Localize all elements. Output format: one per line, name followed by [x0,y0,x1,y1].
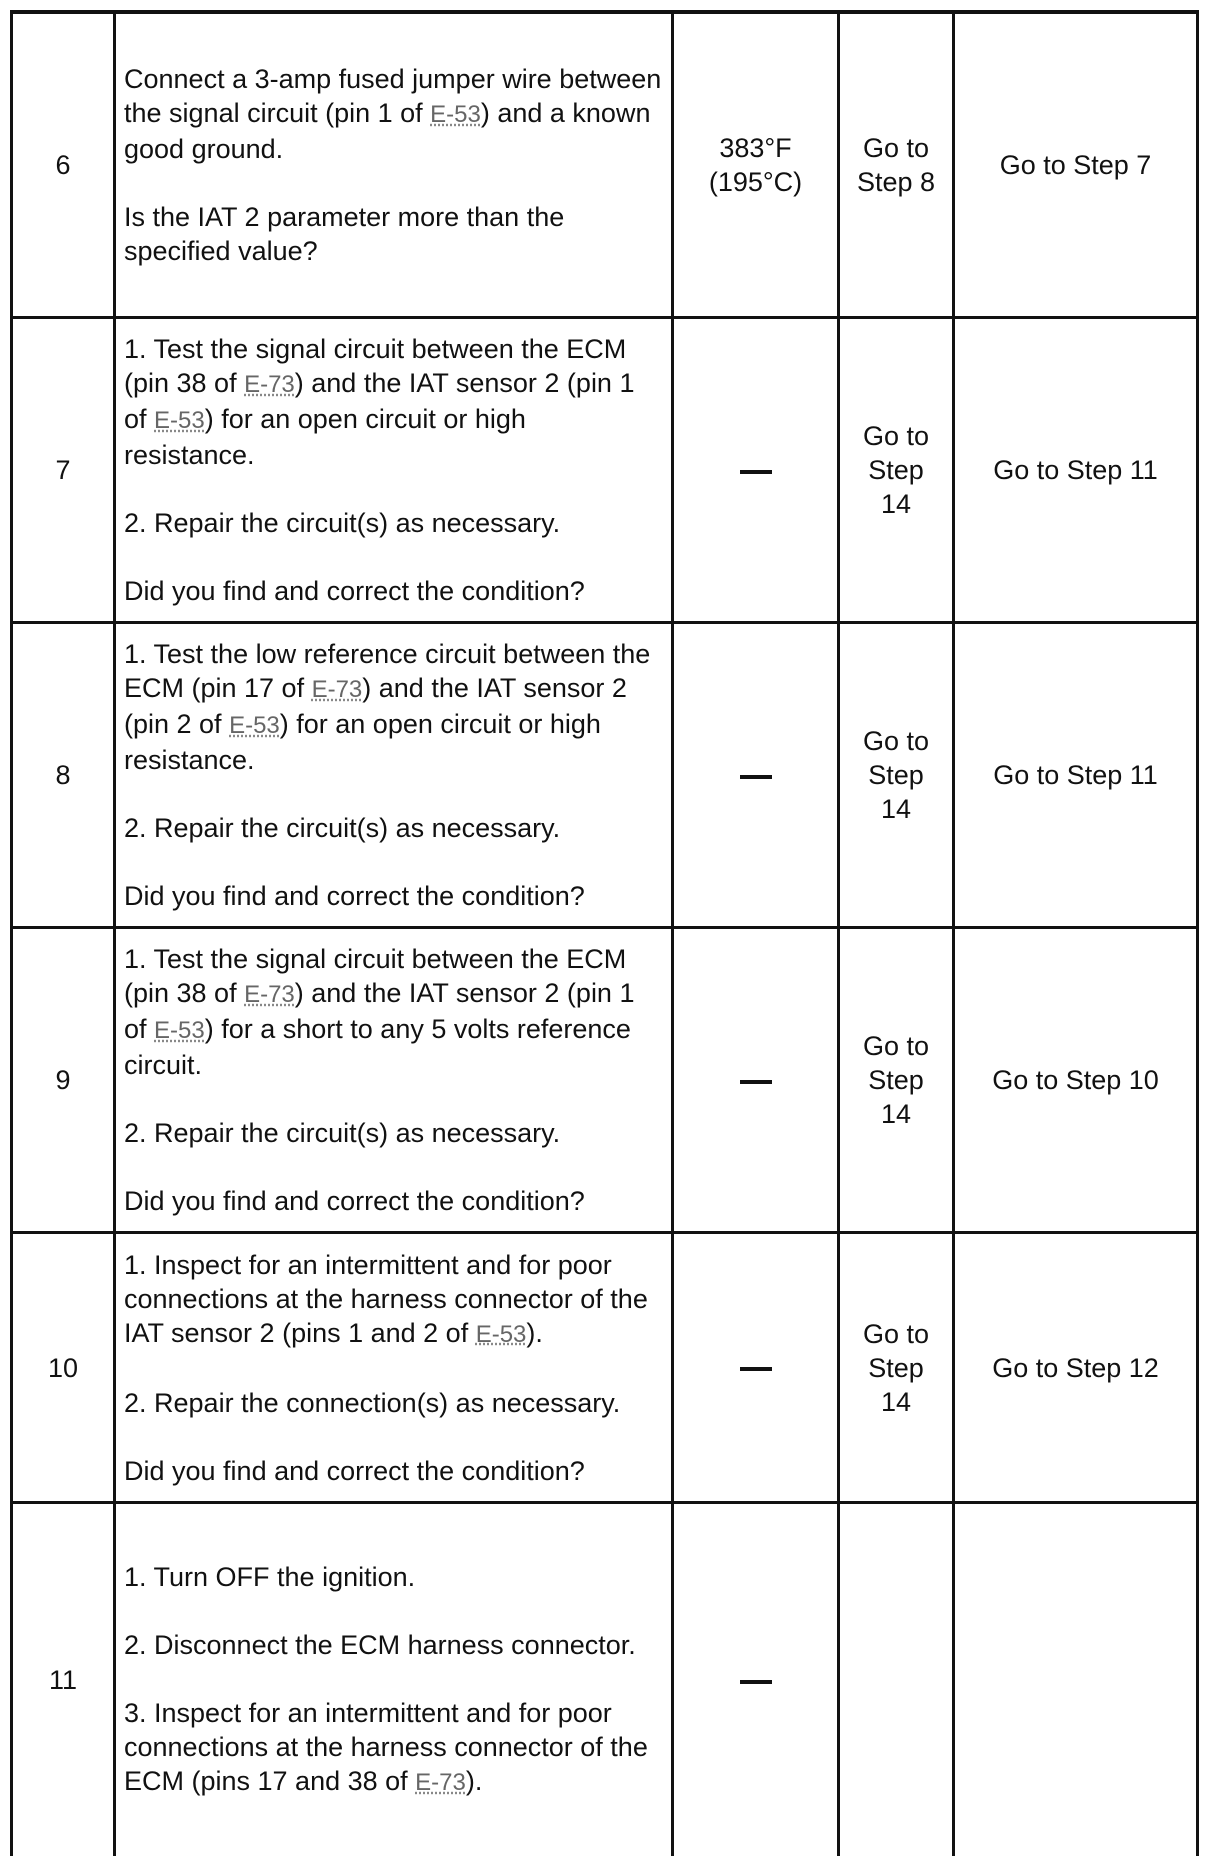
action-text: 3. Inspect for an intermittent and for poor connections at the harness connector of the ECM (pins 17 and 38 of [124,1698,648,1796]
specified-value-text: 383°F (195°C) [706,131,806,199]
action-text: ) and the IAT sensor 2 (pin 1 of [124,368,634,434]
action-paragraph [124,1184,663,1218]
yes-action-text: Go to Step 14 [853,1317,939,1419]
action-paragraph [124,1560,663,1594]
action-text: 1. Test the signal circuit between the ECM (pin 38 of [124,334,626,398]
no-action [954,1503,1198,1856]
step-action [115,12,673,318]
connector-reference-link[interactable]: E-53 [430,101,481,128]
step-row-11 [12,1503,1198,1856]
step-number: 10 [12,1233,115,1503]
procedure-table [10,10,1199,1856]
step-number: 7 [12,318,115,623]
no-value-dash [740,1080,772,1084]
action-paragraph [124,332,663,472]
specified-value [673,12,839,318]
specified-value [673,623,839,928]
action-text: ) and the IAT sensor 2 (pin 1 of [124,978,634,1044]
action-paragraph [124,1454,663,1488]
specified-value [673,928,839,1233]
action-text: Did you find and correct the condition? [124,881,585,911]
action-text: Did you find and correct the condition? [124,1456,585,1486]
step-number: 9 [12,928,115,1233]
action-paragraph [124,574,663,608]
action-text: Connect a 3-amp fused jumper wire between the signal circuit (pin 1 of [124,64,661,128]
action-text: ). [526,1318,543,1348]
yes-action [839,1233,954,1503]
step-action [115,928,673,1233]
action-text: ) for an open circuit or high resistance. [124,709,601,775]
action-text: 2. Repair the circuit(s) as necessary. [124,508,560,538]
connector-reference-link[interactable]: E-53 [476,1321,527,1348]
action-text: 2. Repair the circuit(s) as necessary. [124,813,560,843]
action-text: 1. Test the low reference circuit between the ECM (pin 17 of [124,639,650,703]
step-number: 11 [12,1503,115,1856]
yes-action [839,928,954,1233]
action-paragraph [124,1628,663,1662]
step-row-6 [12,12,1198,318]
step-row-8 [12,623,1198,928]
specified-value [673,318,839,623]
action-text: Did you find and correct the condition? [124,1186,585,1216]
yes-action [839,12,954,318]
no-value-dash [740,1367,772,1371]
action-text: ) and the IAT sensor 2 (pin 2 of [124,673,627,739]
action-text: ) for an open circuit or high resistance. [124,404,526,470]
connector-reference-link[interactable]: E-73 [244,981,295,1008]
specified-value [673,1233,839,1503]
step-row-9 [12,928,1198,1233]
step-action [115,318,673,623]
step-number: 8 [12,623,115,928]
no-action: Go to Step 11 [954,318,1198,623]
action-paragraph [124,811,663,845]
specified-value [673,1503,839,1856]
yes-action-text: Go to Step 14 [853,724,939,826]
action-text: Is the IAT 2 parameter more than the specified value? [124,202,564,266]
action-text: 1. Test the signal circuit between the ECM (pin 38 of [124,944,626,1008]
action-text: 2. Repair the connection(s) as necessary. [124,1388,620,1418]
action-paragraph [124,637,663,777]
action-paragraph [124,942,663,1082]
action-text: 2. Disconnect the ECM harness connector. [124,1630,636,1660]
action-paragraph [124,879,663,913]
action-paragraph [124,1696,663,1800]
no-value-dash [740,775,772,779]
action-text: ). [466,1766,483,1796]
no-action: Go to Step 10 [954,928,1198,1233]
no-value-dash [740,470,772,474]
no-action: Go to Step 12 [954,1233,1198,1503]
diagnostic-procedure-table [10,10,1196,1856]
step-row-7 [12,318,1198,623]
no-action: Go to Step 7 [954,12,1198,318]
yes-action-text: Go to Step 14 [853,419,939,521]
action-text: 1. Inspect for an intermittent and for poor connections at the harness connector of the IAT sensor 2 (pins 1 and 2 of [124,1250,648,1348]
yes-action-text: Go to Step 8 [853,131,939,199]
connector-reference-link[interactable]: E-53 [154,407,205,434]
action-paragraph [124,200,663,268]
action-text: 1. Turn OFF the ignition. [124,1562,415,1592]
action-paragraph [124,1116,663,1150]
yes-action-text: Go to Step 14 [853,1029,939,1131]
no-value-dash [740,1680,772,1684]
step-action [115,1503,673,1856]
action-text: ) and a known good ground. [124,98,650,164]
action-text: 2. Repair the circuit(s) as necessary. [124,1118,560,1148]
step-row-10 [12,1233,1198,1503]
action-text: Did you find and correct the condition? [124,576,585,606]
action-paragraph [124,506,663,540]
connector-reference-link[interactable]: E-73 [312,676,363,703]
step-action [115,623,673,928]
connector-reference-link[interactable]: E-53 [229,712,280,739]
yes-action [839,1503,954,1856]
no-action: Go to Step 11 [954,623,1198,928]
yes-action [839,318,954,623]
step-number: 6 [12,12,115,318]
connector-reference-link[interactable]: E-73 [244,371,295,398]
connector-reference-link[interactable]: E-53 [154,1017,205,1044]
action-paragraph [124,1248,663,1352]
procedure-table-body [12,12,1198,1856]
step-action [115,1233,673,1503]
action-paragraph [124,62,663,166]
action-text: ) for a short to any 5 volts reference circuit. [124,1014,631,1080]
yes-action [839,623,954,928]
action-paragraph [124,1386,663,1420]
connector-reference-link[interactable]: E-73 [415,1769,466,1796]
